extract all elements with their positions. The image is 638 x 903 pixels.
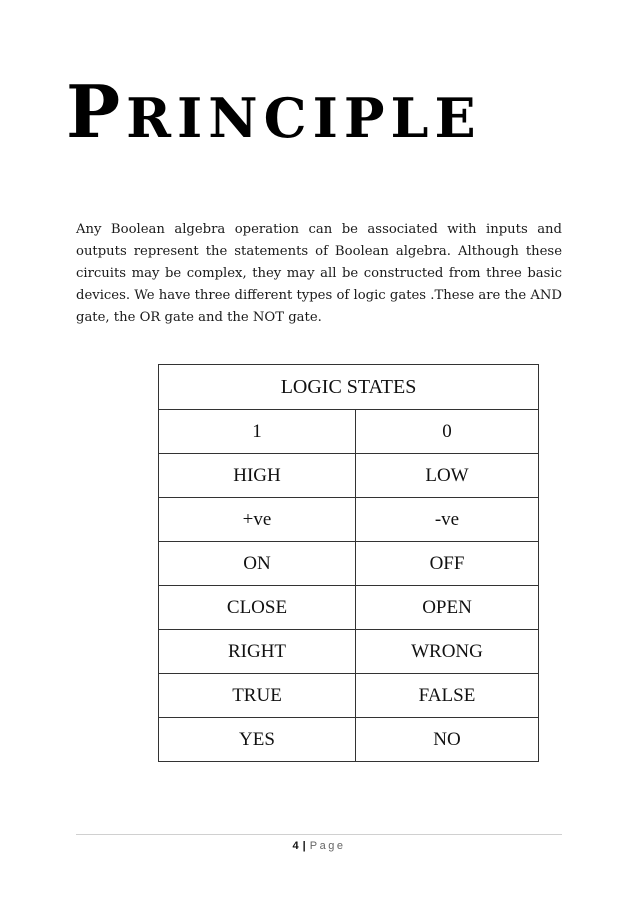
footer-separator: | [302, 840, 306, 852]
logic-states-table [158, 364, 539, 762]
table-row [159, 498, 539, 542]
state-one-cell: YES [159, 718, 356, 762]
state-zero-cell: -ve [356, 498, 539, 542]
state-zero-cell: NO [356, 718, 539, 762]
table-header-row [159, 365, 539, 410]
table-header: LOGIC STATES [159, 365, 539, 410]
state-zero-cell: FALSE [356, 674, 539, 718]
table-row [159, 586, 539, 630]
page-label: Page [309, 840, 346, 852]
state-one-cell: ON [159, 542, 356, 586]
state-zero-cell: OPEN [356, 586, 539, 630]
table-row [159, 410, 539, 454]
state-zero-cell: OFF [356, 542, 539, 586]
state-zero-cell: WRONG [356, 630, 539, 674]
state-one-cell: CLOSE [159, 586, 356, 630]
state-one-cell: +ve [159, 498, 356, 542]
page-title [66, 69, 576, 158]
title-first-letter: P [66, 69, 127, 154]
page-number: 4 [292, 840, 299, 852]
page-footer [0, 840, 638, 852]
table-row [159, 454, 539, 498]
state-zero-cell: 0 [356, 410, 539, 454]
state-zero-cell: LOW [356, 454, 539, 498]
state-one-cell: TRUE [159, 674, 356, 718]
table-row [159, 630, 539, 674]
state-one-cell: HIGH [159, 454, 356, 498]
table-row [159, 542, 539, 586]
table-row [159, 718, 539, 762]
state-one-cell: RIGHT [159, 630, 356, 674]
state-one-cell: 1 [159, 410, 356, 454]
footer-divider [76, 834, 562, 835]
table-row [159, 674, 539, 718]
intro-paragraph: Any Boolean algebra operation can be associated with inputs and outputs represent the statements of Boolean algebra. Although these circuits may be complex, they may all be constructed from three basic devices. We have three different types of logic gates .These are the AND gate, the OR gate and the NOT gate. [76, 222, 562, 326]
title-rest: RINCIPLE [126, 86, 482, 150]
